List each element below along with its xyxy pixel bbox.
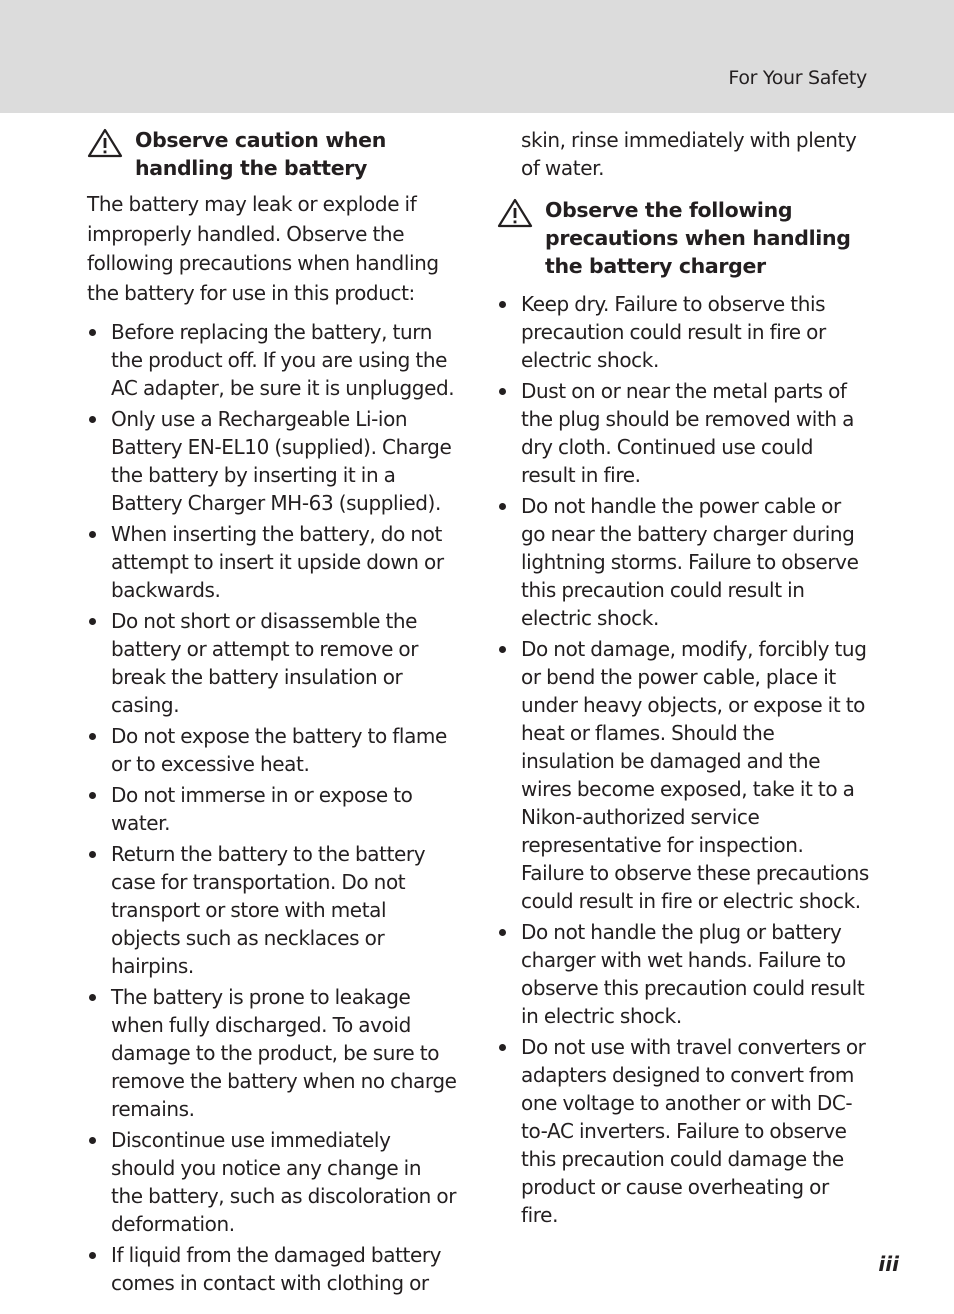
- battery-intro: The battery may leak or explode if improperly handled. Observe the following precautions when handling the battery for use in this product:: [87, 192, 439, 305]
- charger-warning-heading: [497, 196, 869, 280]
- list-item: Keep dry. Failure to observe this precaution could result in fire or electric shock.: [497, 290, 869, 374]
- list-item: Do not immerse in or expose to water.: [87, 781, 457, 837]
- list-item: Do not expose the battery to flame or to excessive heat.: [87, 722, 457, 778]
- warning-triangle-icon: [497, 198, 533, 228]
- running-head: For Your Safety: [728, 67, 867, 89]
- list-item: Do not use with travel converters or adapters designed to convert from one voltage to another or with DC-to-AC inverters. Failure to observe this precaution could damage the product or cause overheating or fire.: [497, 1033, 869, 1229]
- list-item: When inserting the battery, do not attempt to insert it upside down or backwards.: [87, 520, 457, 604]
- list-item: Before replacing the battery, turn the product off. If you are using the AC adapter, be sure it is unplugged.: [87, 318, 457, 402]
- header-band: [0, 0, 954, 113]
- list-item: Discontinue use immediately should you notice any change in the battery, such as discoloration or deformation.: [87, 1126, 457, 1238]
- charger-warning-title: Observe the following precautions when handling the battery charger: [545, 198, 851, 278]
- battery-warning-title: Observe caution when handling the battery: [135, 128, 386, 180]
- warning-triangle-icon: [87, 128, 123, 158]
- list-item: Do not handle the plug or battery charger with wet hands. Failure to observe this precaution could result in electric shock.: [497, 918, 869, 1030]
- charger-precautions-list: [497, 290, 869, 1229]
- list-item: If liquid from the damaged battery comes in contact with clothing or: [87, 1241, 457, 1297]
- list-item: Only use a Rechargeable Li-ion Battery EN-EL10 (supplied). Charge the battery by inserting it in a Battery Charger MH-63 (supplied).: [87, 405, 457, 517]
- continued-bullet-text: skin, rinse immediately with plenty of water.: [521, 128, 857, 180]
- battery-warning-heading: [87, 126, 457, 182]
- left-column: [87, 126, 457, 1300]
- right-column: [497, 126, 869, 1232]
- list-item: Dust on or near the metal parts of the plug should be removed with a dry cloth. Continued use could result in fire.: [497, 377, 869, 489]
- list-item: The battery is prone to leakage when fully discharged. To avoid damage to the product, be sure to remove the battery when no charge remains.: [87, 983, 457, 1123]
- list-item: Return the battery to the battery case for transportation. Do not transport or store with metal objects such as necklaces or hairpins.: [87, 840, 457, 980]
- battery-precautions-list: [87, 318, 457, 1297]
- page-number: iii: [878, 1252, 899, 1276]
- list-item: Do not damage, modify, forcibly tug or bend the power cable, place it under heavy objects, or expose it to heat or flames. Should the insulation be damaged and the wires become exposed, take it to a Nikon-authorized service representative for inspection. Failure to observe these precautions could result in fire or electric shock.: [497, 635, 869, 915]
- list-item: Do not handle the power cable or go near the battery charger during lightning storms. Failure to observe this precaution could result in electric shock.: [497, 492, 869, 632]
- list-item: Do not short or disassemble the battery or attempt to remove or break the battery insulation or casing.: [87, 607, 457, 719]
